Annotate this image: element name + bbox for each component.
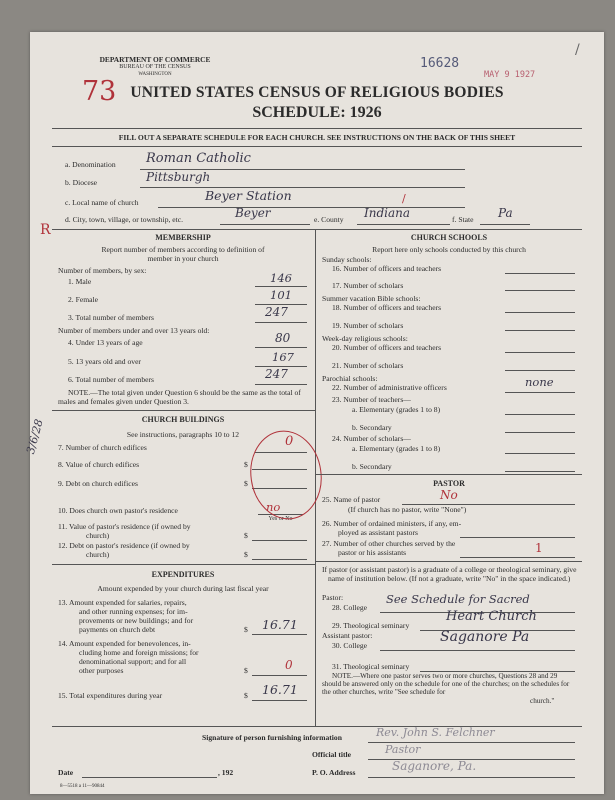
form-instruction: FILL OUT A SEPARATE SCHEDULE FOR EACH CHURCH. SEE INSTRUCTIONS ON THE BACK OF THIS SHEET — [118, 133, 516, 142]
q27-label-1: 27. Number of other churches served by the — [322, 539, 456, 548]
q15-line — [252, 700, 307, 701]
q13-label-3: provements or new buildings; and for — [79, 616, 194, 625]
q13-line — [252, 634, 307, 635]
membership-sub2: member in your church — [147, 254, 219, 263]
q27-label-2: pastor or his assistants — [338, 548, 407, 557]
q11-dollar: $ — [244, 531, 248, 540]
membership-note: NOTE.—The total given under Question 6 should be the same as the total of males and females given under Question 3. — [58, 388, 301, 406]
official-title-value: Pastor — [385, 743, 421, 756]
q24b-line — [505, 471, 575, 472]
q14-label-2: cluding home and foreign missions; for — [79, 648, 199, 657]
q4-label: 4. Under 13 years of age — [68, 338, 143, 347]
church-name-line — [158, 207, 465, 208]
q24-label: 24. Number of scholars— — [332, 434, 411, 443]
diocese-value: Pittsburgh — [146, 170, 211, 184]
q13-label-4: payments on church debt — [79, 625, 156, 634]
q4-line — [255, 347, 307, 348]
q13-label-2: and other running expenses; for im- — [79, 607, 188, 616]
denomination-value: Roman Catholic — [146, 151, 251, 166]
q4-value: 80 — [275, 331, 291, 345]
summer-label: Summer vacation Bible schools: — [322, 294, 421, 303]
church-name-label: c. Local name of church — [65, 198, 139, 207]
margin-r-mark: R — [40, 222, 51, 238]
q29-value: Heart Church — [446, 609, 537, 624]
diocese-label: b. Diocese — [65, 178, 98, 187]
q29-label: 29. Theological seminary — [332, 621, 410, 630]
q8-label: 8. Value of church edifices — [58, 460, 140, 469]
q24a-label: a. Elementary (grades 1 to 8) — [352, 444, 441, 453]
received-date-stamp: MAY 9 1927 — [484, 70, 536, 80]
expenditures-rule — [52, 564, 315, 565]
q9-label: 9. Debt on church edifices — [58, 479, 138, 488]
q10-label: 10. Does church own pastor's residence — [58, 506, 178, 515]
q24b-label: b. Secondary — [352, 462, 392, 471]
q27-value: 1 — [535, 541, 543, 555]
bureau-name: BUREAU OF THE CENSUS — [119, 64, 191, 70]
yes-no-caption: Yes or No — [268, 516, 293, 522]
pastor-sublabel: Pastor: — [322, 593, 344, 602]
q14-label-3: denominational support; and for all — [79, 657, 187, 666]
q17-line — [505, 290, 575, 291]
header-rule-2 — [52, 146, 582, 147]
state-line — [480, 224, 530, 225]
membership-sub1: Report number of members according to definition of — [101, 245, 265, 254]
q6-value: 247 — [265, 367, 288, 381]
q23a-label: a. Elementary (grades 1 to 8) — [352, 405, 441, 414]
q1-label: 1. Male — [68, 277, 92, 286]
state-label: f. State — [452, 215, 474, 224]
footer-rule — [52, 726, 582, 727]
q19-line — [505, 330, 575, 331]
pastor-heading: PASTOR — [433, 479, 465, 488]
q18-line — [505, 312, 575, 313]
signature-label: Signature of person furnishing information — [202, 733, 342, 742]
pastor-note: NOTE.—Where one pastor serves two or more churches, Questions 28 and 29 should be answered only on the schedule for one of the churches; on the schedules for the other churches, write "See schedule for — [322, 672, 570, 697]
q12-label-2: church) — [86, 550, 110, 559]
po-address-line — [368, 777, 575, 778]
q12-line — [252, 559, 307, 560]
q31-label: 31. Theological seminary — [332, 662, 410, 671]
parochial-label: Parochial schools: — [322, 374, 378, 383]
q13-dollar: $ — [244, 625, 248, 634]
department-name: DEPARTMENT OF COMMERCE — [99, 55, 211, 64]
church-name-value: Beyer Station — [205, 188, 292, 203]
q3-label: 3. Total number of members — [68, 313, 155, 322]
q14-label-4: other purposes — [79, 666, 124, 675]
membership-heading: MEMBERSHIP — [155, 233, 211, 242]
state-value: Pa — [498, 206, 513, 220]
q11-line — [252, 540, 307, 541]
q22-label: 22. Number of administrative officers — [332, 383, 447, 392]
margin-date-note: 3/6/28 — [24, 417, 46, 456]
q8-dollar: $ — [244, 460, 248, 469]
q30-label: 30. College — [332, 641, 368, 650]
form-subtitle: SCHEDULE: 1926 — [252, 104, 382, 121]
q23b-label: b. Secondary — [352, 423, 392, 432]
city-value: Beyer — [235, 206, 271, 220]
q28-label: 28. College — [332, 603, 368, 612]
pastor-rule — [315, 474, 582, 475]
weekday-label: Week-day religious schools: — [322, 334, 408, 343]
q23a-line — [505, 414, 575, 415]
q14-dollar: $ — [244, 666, 248, 675]
buildings-heading: CHURCH BUILDINGS — [141, 415, 225, 424]
q15-value: 16.71 — [262, 682, 298, 697]
q3-value: 247 — [265, 305, 288, 319]
q12-dollar: $ — [244, 550, 248, 559]
expenditures-sub: Amount expended by your church during last fiscal year — [97, 584, 269, 593]
q14-label-1: 14. Amount expended for benevolences, in- — [58, 639, 191, 648]
q17-label: 17. Number of scholars — [332, 281, 404, 290]
date-year: , 192 — [218, 768, 234, 777]
q2-value: 101 — [270, 288, 292, 302]
q16-label: 16. Number of officers and teachers — [332, 264, 442, 273]
q16-line — [505, 273, 575, 274]
q2-label: 2. Female — [68, 295, 98, 304]
q12-label-1: 12. Debt on pastor's residence (if owned by — [58, 541, 190, 550]
q20-line — [505, 352, 575, 353]
signature-value: Rev. John S. Felchner — [376, 726, 495, 739]
schools-heading: CHURCH SCHOOLS — [410, 233, 488, 242]
city-line — [220, 224, 310, 225]
po-address-label: P. O. Address — [312, 768, 356, 777]
q22-value: none — [525, 375, 554, 389]
q24a-line — [505, 453, 575, 454]
q27-line — [460, 557, 575, 558]
q13-value: 16.71 — [262, 617, 298, 632]
date-line — [82, 777, 217, 778]
q26-line — [460, 537, 575, 538]
q21-label: 21. Number of scholars — [332, 361, 404, 370]
q11-label-1: 11. Value of pastor's residence (if owned by — [58, 522, 191, 531]
q30-value: Saganore Pa — [440, 629, 530, 645]
q6-label: 6. Total number of members — [68, 375, 155, 384]
county-line — [357, 224, 450, 225]
check-mark: / — [402, 192, 406, 205]
q23-label: 23. Number of teachers— — [332, 395, 411, 404]
grad-rule — [315, 561, 582, 562]
section-rule — [52, 229, 582, 230]
q5-label: 5. 13 years old and over — [68, 357, 141, 366]
red-circle-annotation — [242, 427, 332, 527]
schools-sub: Report here only schools conducted by this church — [372, 245, 526, 254]
header-rule — [52, 128, 582, 129]
schedule-number-stamp: 16628 — [420, 56, 460, 71]
q20-label: 20. Number of officers and teachers — [332, 343, 442, 352]
date-label: Date — [58, 768, 74, 777]
q26-label-2: ployed as assistant pastors — [338, 528, 418, 537]
q14-value: 0 — [285, 658, 293, 672]
q25-label: 25. Name of pastor — [322, 495, 381, 504]
census-schedule-form — [24, 32, 604, 794]
q26-label-1: 26. Number of ordained ministers, if any, em- — [322, 519, 462, 528]
po-address-value: Saganore, Pa. — [392, 759, 477, 773]
q25-note: (If church has no pastor, write "None") — [348, 505, 467, 514]
official-title-label: Official title — [312, 750, 352, 759]
handwritten-73: 73 — [82, 76, 117, 107]
buildings-sub: See instructions, paragraphs 10 to 12 — [126, 430, 240, 439]
q21-line — [505, 370, 575, 371]
q11-label-2: church) — [86, 531, 110, 540]
age-label: Number of members under and over 13 years old: — [58, 326, 210, 335]
q15-label: 15. Total expenditures during year — [58, 691, 163, 700]
q22-line — [505, 392, 575, 393]
q6-line — [255, 384, 307, 385]
pastor-note-end: church." — [530, 697, 555, 705]
q19-label: 19. Number of scholars — [332, 321, 404, 330]
form-title: UNITED STATES CENSUS OF RELIGIOUS BODIES — [130, 84, 504, 101]
q25-value: No — [440, 488, 458, 502]
corner-mark: / — [575, 42, 580, 58]
print-code: 8—5518 a 11—90844 — [60, 784, 105, 789]
q30-line — [380, 650, 575, 651]
bureau-city: WASHINGTON — [138, 72, 172, 77]
q18-label: 18. Number of officers and teachers — [332, 303, 442, 312]
county-value: Indiana — [364, 206, 411, 220]
q23b-line — [505, 432, 575, 433]
denomination-label: a. Denomination — [65, 160, 116, 169]
q1-line — [255, 286, 307, 287]
q3-line — [255, 322, 307, 323]
q28-value: See Schedule for Sacred — [386, 592, 530, 606]
q14-line — [252, 675, 307, 676]
sunday-label: Sunday schools: — [322, 255, 372, 264]
county-label: e. County — [314, 215, 344, 224]
q5-value: 167 — [272, 350, 294, 364]
q7-label: 7. Number of church edifices — [58, 443, 147, 452]
diocese-line — [140, 187, 465, 188]
buildings-rule — [52, 410, 315, 411]
q13-label-1: 13. Amount expended for salaries, repairs, — [58, 598, 187, 607]
q9-dollar: $ — [244, 479, 248, 488]
q15-dollar: $ — [244, 691, 248, 700]
expenditures-heading: EXPENDITURES — [151, 570, 215, 579]
by-sex-label: Number of members, by sex: — [58, 266, 147, 275]
graduate-note: If pastor (or assistant pastor) is a graduate of a college or theological seminary, give name of institution below. (If not a graduate, write "No" in the space indicated.) — [322, 565, 577, 583]
q7-value: 0 — [285, 434, 294, 449]
q10-value: no — [266, 500, 281, 514]
q1-value: 146 — [270, 271, 292, 285]
assistant-sublabel: Assistant pastor: — [322, 631, 373, 640]
city-label: d. City, town, village, or township, etc. — [65, 215, 184, 224]
